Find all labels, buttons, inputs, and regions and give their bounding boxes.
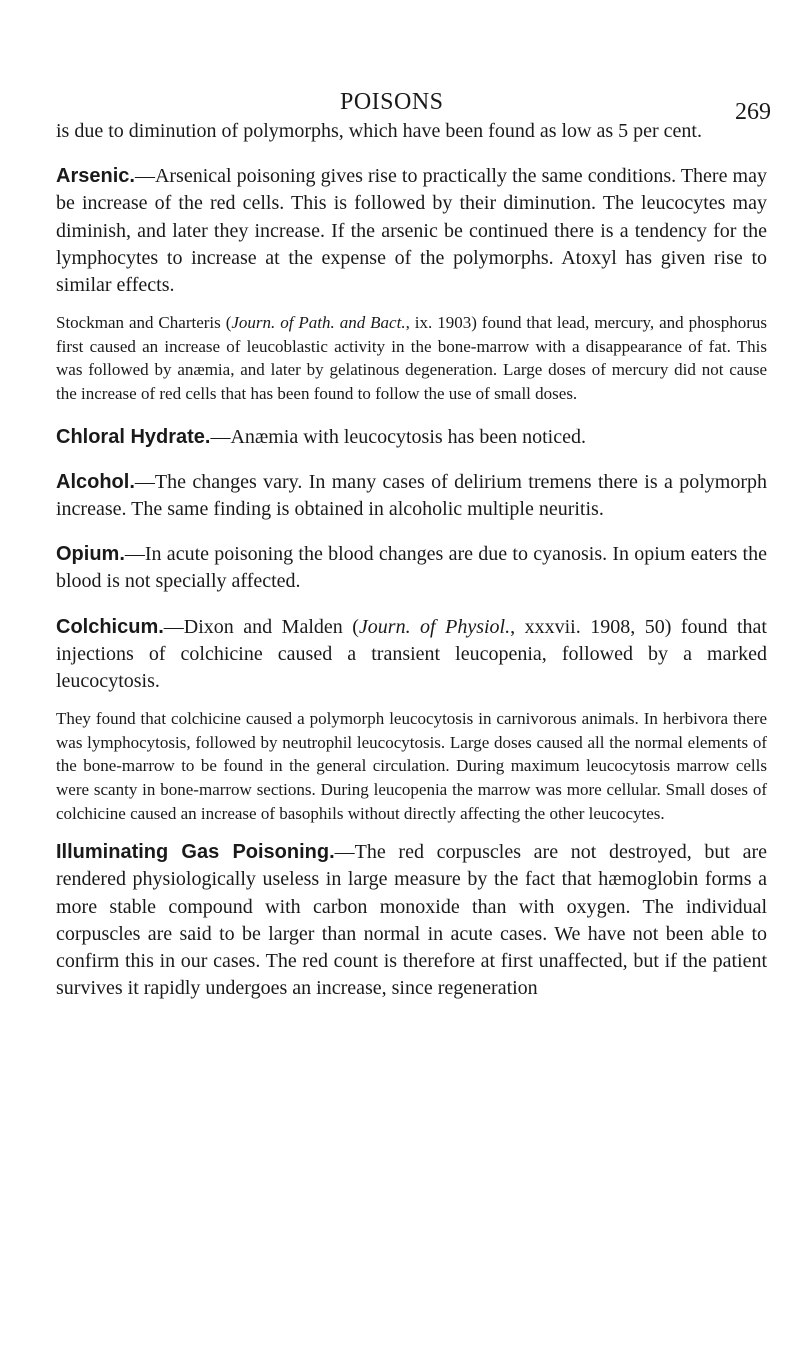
paragraph-text-before-citation: Stockman and Charteris ( [56,313,232,333]
paragraph-text: —In acute poisoning the blood changes are due to cyanosis. In opium eaters the blood is not specially affected. [56,543,767,593]
section-heading-arsenic: Arsenic. [56,165,135,188]
paragraph-text-before-citation: —Dixon and Malden ( [163,615,359,638]
section-heading-alcohol: Alcohol. [56,470,135,493]
section-heading-colchicum: Colchicum. [56,615,164,638]
paragraph-text: —The red corpuscles are not destroyed, but are rendered physiologically useless in large measure by the fact that hæmoglobin forms a more stable compound with carbon monoxide than with oxygen. The individual corpuscles are said to be larger than normal in acute cases. We have not been able to confirm this in our cases. The red count is therefore at first unaffected, but if the patient survives it rapidly undergoes an increase, since regeneration [56,841,767,1000]
journal-citation: Journ. of Path. and Bact. [231,313,406,333]
page-body [56,118,767,1002]
paragraph-text-after-citation: , ix. 1903) found that lead, mercury, and phosphorus first caused an increase of leucoblastic activity in the bone-marrow with a disappearance of fat. This was followed by anæmia, and later by gelatinous degeneration. Large doses of mercury did not cause the increase of red cells that has been found to follow the use of small doses. [56,313,767,403]
running-head-title: POISONS [340,89,444,115]
paragraph-stockman-charteris [56,311,767,405]
paragraph-colchicum [56,614,767,696]
paragraph-opium [56,541,767,595]
paragraph-illuminating-gas [56,839,767,1002]
paragraph-alcohol [56,469,767,523]
section-heading-chloral-hydrate: Chloral Hydrate. [56,425,211,448]
paragraph-text-after-citation: , xxxvii. 1908, 50) found that injections of colchicine caused a transient leucopenia, followed by a marked leucocytosis. [56,615,767,693]
paragraph-text: is due to diminution of polymorphs, which have been found as low as 5 per cent. [56,120,702,142]
paragraph-diminution [56,118,767,145]
page-number: 269 [735,99,771,125]
journal-citation: Journ. of Physiol. [358,615,511,638]
paragraph-text: They found that colchicine caused a polymorph leucocytosis in carnivorous animals. In herbivora there was lymphocytosis, followed by neutrophil leucocytosis. Large doses caused all the normal elements of the bone-marrow to be found in the general circulation. During maximum leucocytosis marrow cells were scanty in bone-marrow sections. During leucopenia the marrow was more cellular. Small doses of colchicine caused an increase of basophils without directly affecting the other leucocytes. [56,709,767,823]
paragraph-chloral-hydrate [56,424,767,451]
paragraph-arsenic [56,163,767,299]
paragraph-text: —The changes vary. In many cases of delirium tremens there is a polymorph increase. The same finding is obtained in alcoholic multiple neuritis. [56,470,767,520]
paragraph-text: —Arsenical poisoning gives rise to practically the same conditions. There may be increase of the red cells. This is followed by their diminution. The leucocytes may diminish, and later they increase. If the arsenic be continued there is a tendency for the lymphocytes to increase at the expense of the polymorphs. Atoxyl has given rise to similar effects. [56,165,767,297]
paragraph-colchicine-findings [56,707,767,825]
paragraph-text: —Anæmia with leucocytosis has been noticed. [210,425,586,448]
section-heading-illuminating-gas: Illuminating Gas Poisoning. [56,841,335,864]
section-heading-opium: Opium. [56,543,125,566]
